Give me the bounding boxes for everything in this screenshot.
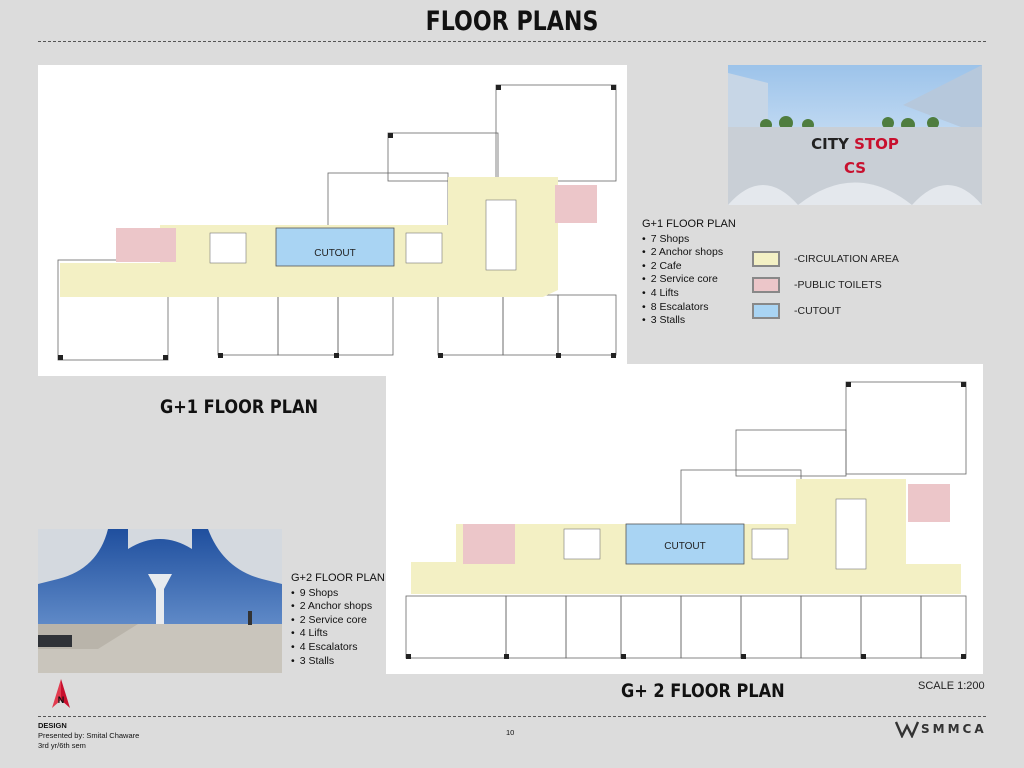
g1-plan-sheet bbox=[38, 65, 627, 376]
scale-label: SCALE 1:200 bbox=[918, 680, 985, 692]
sign-word-city: CITY bbox=[811, 135, 849, 153]
g1-summary-list bbox=[642, 233, 736, 328]
footer-credits bbox=[38, 721, 139, 751]
footer-brand bbox=[895, 720, 987, 738]
legend-swatch-circulation bbox=[752, 251, 780, 267]
footer-presenter: Presented by: Smital Chaware bbox=[38, 731, 140, 740]
g1-cutout bbox=[276, 228, 394, 266]
list-item: • 4 Lifts bbox=[642, 287, 736, 301]
g2-plan-sheet bbox=[386, 364, 983, 674]
g1-cutout-label: CUTOUT bbox=[314, 248, 356, 259]
list-item: • 2 Anchor shops bbox=[291, 600, 385, 614]
legend-label-circulation: -CIRCULATION AREA bbox=[794, 253, 899, 265]
list-item: • 2 Anchor shops bbox=[642, 246, 736, 260]
list-item: • 9 Shops bbox=[291, 587, 385, 601]
list-item: • 2 Cafe bbox=[642, 260, 736, 274]
g2-cutout-label: CUTOUT bbox=[664, 541, 706, 552]
g2-public-toilet bbox=[908, 484, 950, 522]
footer-divider bbox=[38, 716, 986, 717]
header-divider bbox=[38, 41, 986, 42]
legend-swatch-toilets bbox=[752, 277, 780, 293]
legend-swatch-cutout bbox=[752, 303, 780, 319]
legend-item-cutout bbox=[752, 303, 899, 319]
g2-summary-list bbox=[291, 587, 385, 669]
g1-public-toilet bbox=[555, 185, 597, 223]
legend-label-cutout: -CUTOUT bbox=[794, 305, 842, 317]
list-item: • 2 Service core bbox=[291, 614, 385, 628]
g2-floor-plan-drawing bbox=[386, 364, 983, 674]
page-title: FLOOR PLANS bbox=[425, 6, 599, 37]
g2-public-toilet bbox=[463, 524, 515, 564]
list-item: • 4 Lifts bbox=[291, 627, 385, 641]
g2-plan-title: G+ 2 FLOOR PLAN bbox=[621, 680, 785, 702]
north-label: N bbox=[57, 695, 65, 705]
g2-summary bbox=[291, 572, 385, 668]
g1-summary-heading: G+1 FLOOR PLAN bbox=[642, 218, 736, 230]
brand-logo-icon bbox=[895, 720, 919, 738]
page-number: 10 bbox=[506, 728, 515, 737]
arcade-render bbox=[38, 529, 282, 673]
north-arrow bbox=[50, 678, 72, 710]
list-item: • 3 Stalls bbox=[291, 655, 385, 669]
g1-summary bbox=[642, 218, 736, 328]
north-arrow-icon bbox=[50, 678, 72, 710]
sign-word-stop: STOP bbox=[854, 135, 899, 153]
g1-public-toilet bbox=[116, 228, 176, 262]
list-item: • 2 Service core bbox=[642, 273, 736, 287]
footer-design-label: DESIGN bbox=[38, 721, 67, 730]
g2-summary-heading: G+2 FLOOR PLAN bbox=[291, 572, 385, 584]
arcade-render-image bbox=[38, 529, 282, 673]
legend-item-circulation bbox=[752, 251, 899, 267]
legend-label-toilets: -PUBLIC TOILETS bbox=[794, 279, 882, 291]
list-item: • 4 Escalators bbox=[291, 641, 385, 655]
g1-floor-plan-drawing bbox=[38, 65, 627, 376]
footer-semester: 3rd yr/6th sem bbox=[38, 741, 86, 750]
list-item: • 8 Escalators bbox=[642, 301, 736, 315]
list-item: • 7 Shops bbox=[642, 233, 736, 247]
city-stop-logo: CS bbox=[843, 159, 867, 177]
list-item: • 3 Stalls bbox=[642, 314, 736, 328]
brand-name: SMMCA bbox=[921, 722, 987, 736]
legend bbox=[752, 251, 899, 319]
city-stop-render bbox=[728, 65, 982, 205]
legend-item-toilets bbox=[752, 277, 899, 293]
g1-plan-title: G+1 FLOOR PLAN bbox=[160, 396, 319, 418]
